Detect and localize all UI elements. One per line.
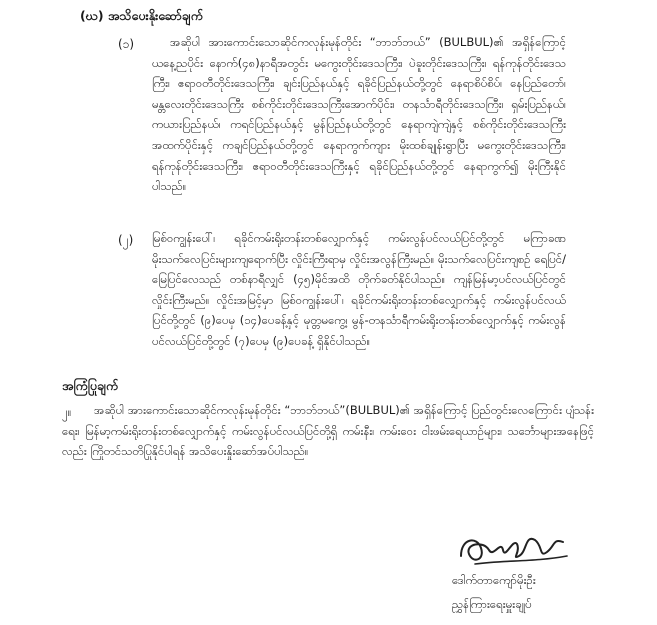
signatory-title: ညွှန်ကြားရေးမှူးချုပ် bbox=[452, 597, 532, 611]
advice-text: အဆိုပါ အားကောင်းသောဆိုင်ကလုန်းမုန်တိုင်း “ဘာဘ်ဘယ်”(BULBUL)၏ အရှိန်ကြောင့် ပြည်တွင်းလေကြောင်း ပျံသန်းရေး၊ မြန်မာ့ကမ်းရိုးတန်းတစ်လျှောက်နှင့် ကမ်းလွန်ပင်လယ်ပြင်တို့ရှိ ကမ်းနီး၊ ကမ်းဝေး ငါးဖမ်းရေယာဉ်များ၊ သင်္ဘောများအနေဖြင့်လည်း ကြိုတင်သတိပြုနိုင်ပါရန် အသိပေးနှိုးဆော်အပ်ပါသည်။ bbox=[62, 403, 595, 459]
item-1-text: အဆိုပါ အားကောင်းသောဆိုင်ကလုန်းမုန်တိုင်း “ဘာဘ်ဘယ်” (BULBUL)၏ အရှိန်ကြောင့် ယနေ့ညပိုင်း နောက်(၄၈)နာရီအတွင်း မကွေးတိုင်းဒေသကြီး၊ ပဲခူးတိုင်းဒေသကြီး၊ ရန်ကုန်တိုင်းဒေသကြီး၊ ဧရာဝတီတိုင်းဒေသကြီး၊ ချင်းပြည်နယ်နှင့် ရခိုင်ပြည်နယ်တို့တွင် နေရာစိပ်စိပ်၊ နေပြည်တော်၊ မန္တလေးတိုင်းဒေသကြီး စစ်ကိုင်းတိုင်းဒေသကြီးအောက်ပိုင်း၊ တနင်္သာရီတိုင်းဒေသကြီး၊ ရှမ်းပြည်နယ်၊ ကယားပြည်နယ်၊ ကရင်ပြည်နယ်နှင့် မွန်ပြည်နယ်တို့တွင် နေရာကျဲကျဲနှင့် စစ်ကိုင်းတိုင်းဒေသကြီးအထက်ပိုင်းနှင့် ကချင်ပြည်နယ်တို့တွင် နေရာကွက်ကျား မိုးထစ်ချုန်းရွာပြီး မကွေးတိုင်းဒေသကြီး၊ ရန်ကုန်တိုင်းဒေသကြီး၊ ဧရာဝတီတိုင်းဒေသကြီးနှင့် ရခိုင်ပြည်နယ်တို့တွင် နေရာကွက်၍ မိုးကြီးနိုင်ပါသည်။ bbox=[152, 35, 566, 194]
signature-image bbox=[455, 520, 575, 570]
item-1-number: (၁) bbox=[118, 37, 135, 51]
advice-heading: အကြံပြုချက် bbox=[62, 378, 119, 393]
item-2-text: မြစ်ဝကျွန်းပေါ်၊ ရခိုင်ကမ်းရိုးတန်းတစ်လျှောက်နှင့် ကမ်းလွန်ပင်လယ်ပြင်တို့တွင် မကြာခဏ မိုးသက်လေပြင်းများကျရောက်ပြီး လှိုင်းကြီးရာမှ လှိုင်းအလွန်ကြီးမည်။ မိုးသက်လေပြင်းကျစဉ် ရေပြင်/မြေပြင်လေသည် တစ်နာရီလျှင် (၄၅)မိုင်အထိ တိုက်ခတ်နိုင်ပါသည်။ ကျန်မြန်မာ့ပင်လယ်ပြင်တွင် လှိုင်းကြီးမည်။ လှိုင်းအမြင့်မှာ မြစ်ဝကျွန်းပေါ်၊ ရခိုင်ကမ်းရိုးတန်းတစ်လျှောက်နှင့် ကမ်းလွန်ပင်လယ်ပြင်တို့တွင် (၉)ပေမှ (၁၄)ပေခန့်နှင့် မုတ္တမကွေ့၊ မွန်-တနင်္သာရီကမ်းရိုးတန်းတစ်လျှောက်နှင့် ကမ်းလွန်ပင်လယ်ပြင်တို့တွင် (၇)ပေမှ (၉)ပေခန့် ရှိနိုင်ပါသည်။ bbox=[152, 231, 566, 348]
section-heading: (ဃ) အသိပေးနိုးဆော်ချက် bbox=[80, 8, 204, 23]
signatory-name: ဒေါက်တာကျော်မိုးဦး bbox=[452, 573, 536, 587]
item-2-number: (၂) bbox=[118, 233, 134, 247]
advice-number: ၂။ bbox=[62, 405, 72, 419]
